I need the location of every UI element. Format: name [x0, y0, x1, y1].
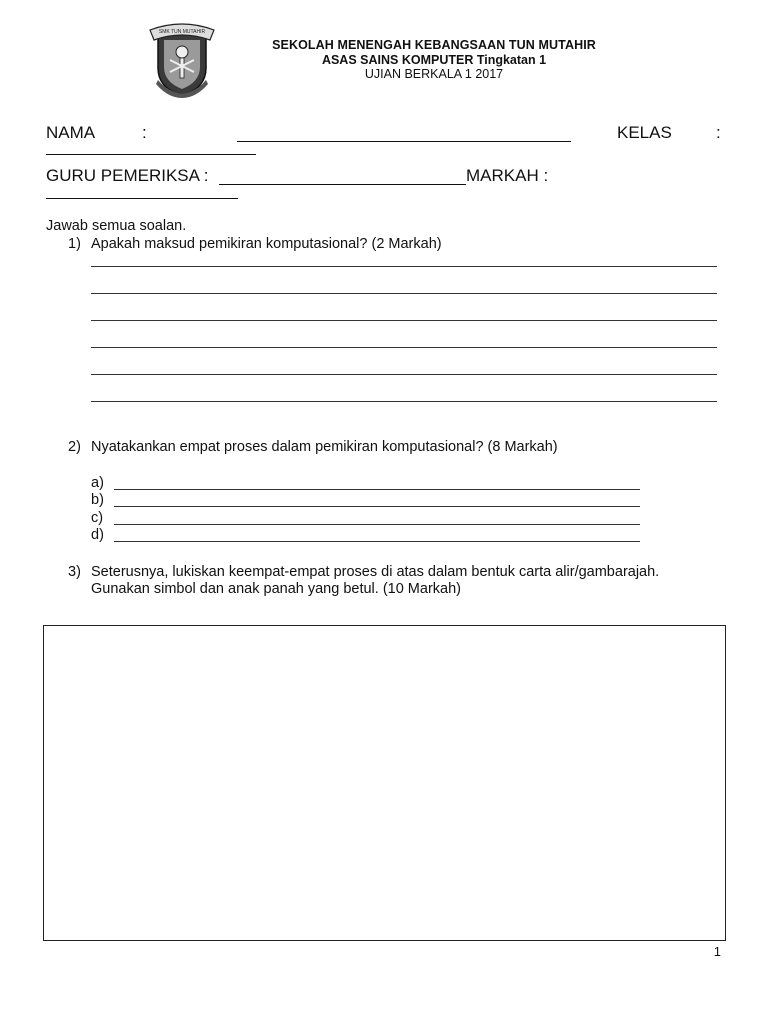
svg-text:SMK TUN MUTAHIR: SMK TUN MUTAHIR: [158, 29, 206, 35]
answer-line[interactable]: [91, 266, 717, 267]
question-3-text-line1: Seterusnya, lukiskan keempat-empat proses di atas dalam bentuk carta alir/gambarajah.: [91, 564, 660, 580]
answer-line[interactable]: [91, 320, 717, 321]
sub-item-a-label: a): [91, 475, 104, 491]
question-2-text: Nyatakankan empat proses dalam pemikiran komputasional? (8 Markah): [91, 439, 558, 455]
answer-line[interactable]: [91, 293, 717, 294]
kelas-field[interactable]: [46, 154, 256, 155]
answer-line[interactable]: [91, 374, 717, 375]
kelas-label: KELAS: [617, 123, 672, 142]
guru-pemeriksa-field[interactable]: [219, 184, 466, 185]
drawing-answer-box[interactable]: [43, 625, 726, 941]
question-1-number: 1): [68, 236, 81, 252]
sub-item-b-label: b): [91, 492, 104, 508]
subject-title: ASAS SAINS KOMPUTER Tingkatan 1: [321, 53, 547, 67]
sub-item-d-label: d): [91, 527, 104, 543]
markah-label: MARKAH :: [466, 166, 549, 185]
nama-colon: :: [142, 123, 147, 142]
answer-line[interactable]: [91, 347, 717, 348]
sub-answer-line-b[interactable]: [114, 506, 640, 507]
exam-title: UJIAN BERKALA 1 2017: [364, 67, 504, 81]
sub-answer-line-d[interactable]: [114, 541, 640, 542]
guru-pemeriksa-label: GURU PEMERIKSA :: [46, 166, 209, 185]
question-2-number: 2): [68, 439, 81, 455]
question-1-text: Apakah maksud pemikiran komputasional? (2 Markah): [91, 236, 442, 252]
answer-line[interactable]: [91, 401, 717, 402]
kelas-colon: :: [716, 123, 721, 142]
sub-answer-line-a[interactable]: [114, 489, 640, 490]
page-number: 1: [713, 944, 721, 959]
question-3-number: 3): [68, 564, 81, 580]
instructions: Jawab semua soalan.: [46, 218, 187, 234]
school-name: SEKOLAH MENENGAH KEBANGSAAN TUN MUTAHIR: [272, 38, 596, 52]
sub-item-c-label: c): [91, 510, 104, 526]
nama-label: NAMA: [46, 123, 96, 142]
nama-field[interactable]: [237, 141, 571, 142]
sub-answer-line-c[interactable]: [114, 524, 640, 525]
question-3-text-line2: Gunakan simbol dan anak panah yang betul. (10 Markah): [91, 581, 461, 597]
markah-field[interactable]: [46, 198, 238, 199]
